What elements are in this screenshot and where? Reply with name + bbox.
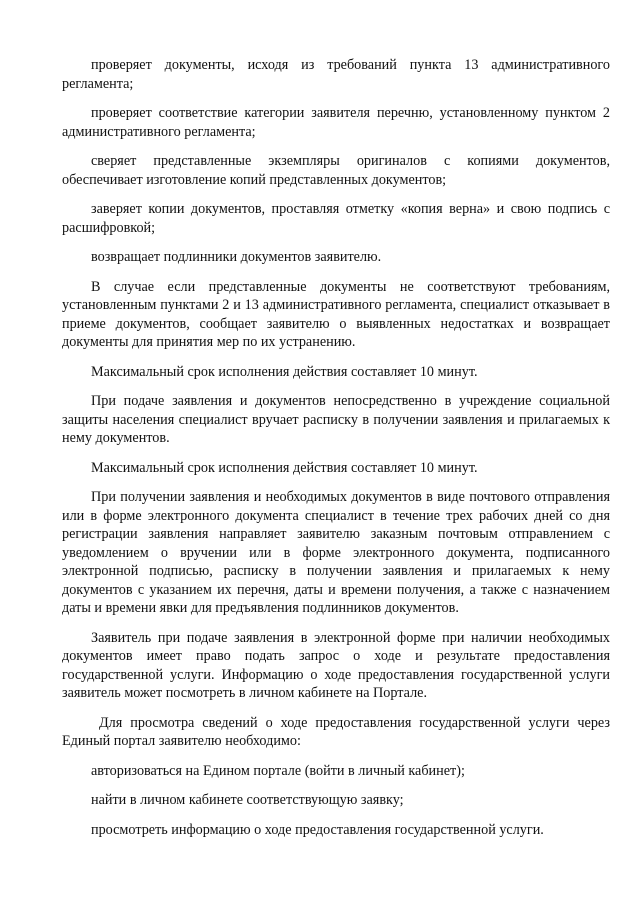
list-item-certify-copies: заверяет копии документов, проставляя отметку «копия верна» и свою подпись с расшифровкой; (62, 201, 610, 236)
list-item-find-request: найти в личном кабинете соответствующую заявку; (91, 792, 404, 808)
paragraph-receipt-in-person: При подаче заявления и документов непосредственно в учреждение социальной защиты населения специалист вручает расписку в получении заявления и прилагаемых к нему документов. (62, 393, 610, 446)
paragraph-max-time-1: Максимальный срок исполнения действия составляет 10 минут. (91, 363, 478, 380)
list-item-check-category: проверяет соответствие категории заявителя перечню, установленному пунктом 2 административного регламента; (62, 105, 610, 140)
document-page (62, 56, 610, 850)
paragraph-max-time-2: Максимальный срок исполнения действия составляет 10 минут. (91, 459, 478, 476)
list-item-check-documents: проверяет документы, исходя из требований пункта 13 административного регламента; (62, 57, 610, 92)
paragraph-status-request: Заявитель при подаче заявления в электронной форме при наличии необходимых документов имеет право подать запрос о ходе и результате предоставления государственной услуги. Информацию о ходе предоставления государственной услуги заявитель может посмотреть в личном кабинете на Портале. (62, 629, 610, 701)
list-item-return-originals: возвращает подлинники документов заявителю. (91, 249, 382, 265)
paragraph-portal-intro: Для просмотра сведений о ходе предоставления государственной услуги через Единый портал заявителю необходимо: (62, 714, 610, 749)
list-item-view-status: просмотреть информацию о ходе предоставления государственной услуги. (91, 821, 544, 838)
paragraph-refusal: В случае если представленные документы не соответствуют требованиям, установленным пунктами 2 и 13 административного регламента, специалист отказывает в приеме документов, сообщает заявителю о выявленных недостатках и возвращает документы для принятия мер по их устранению. (62, 278, 610, 350)
paragraph-postal-electronic: При получении заявления и необходимых документов в виде почтового отправления или в форме электронного документа специалист в течение трех рабочих дней со дня регистрации заявления направляет заявителю заказным почтовым отправлением с уведомлением о вручении или в форме электронного документа, подписанного электронной подписью, расписку в получении заявления и прилагаемых к нему документов с указанием их перечня, даты и времени получения, а также с назначением даты и времени явки для предъявления подлинников документов. (62, 489, 610, 616)
list-item-authorize: авторизоваться на Едином портале (войти в личный кабинет); (91, 762, 465, 779)
list-item-compare-originals: сверяет представленные экземпляры оригиналов с копиями документов, обеспечивает изготовление копий представленных документов; (62, 153, 610, 188)
